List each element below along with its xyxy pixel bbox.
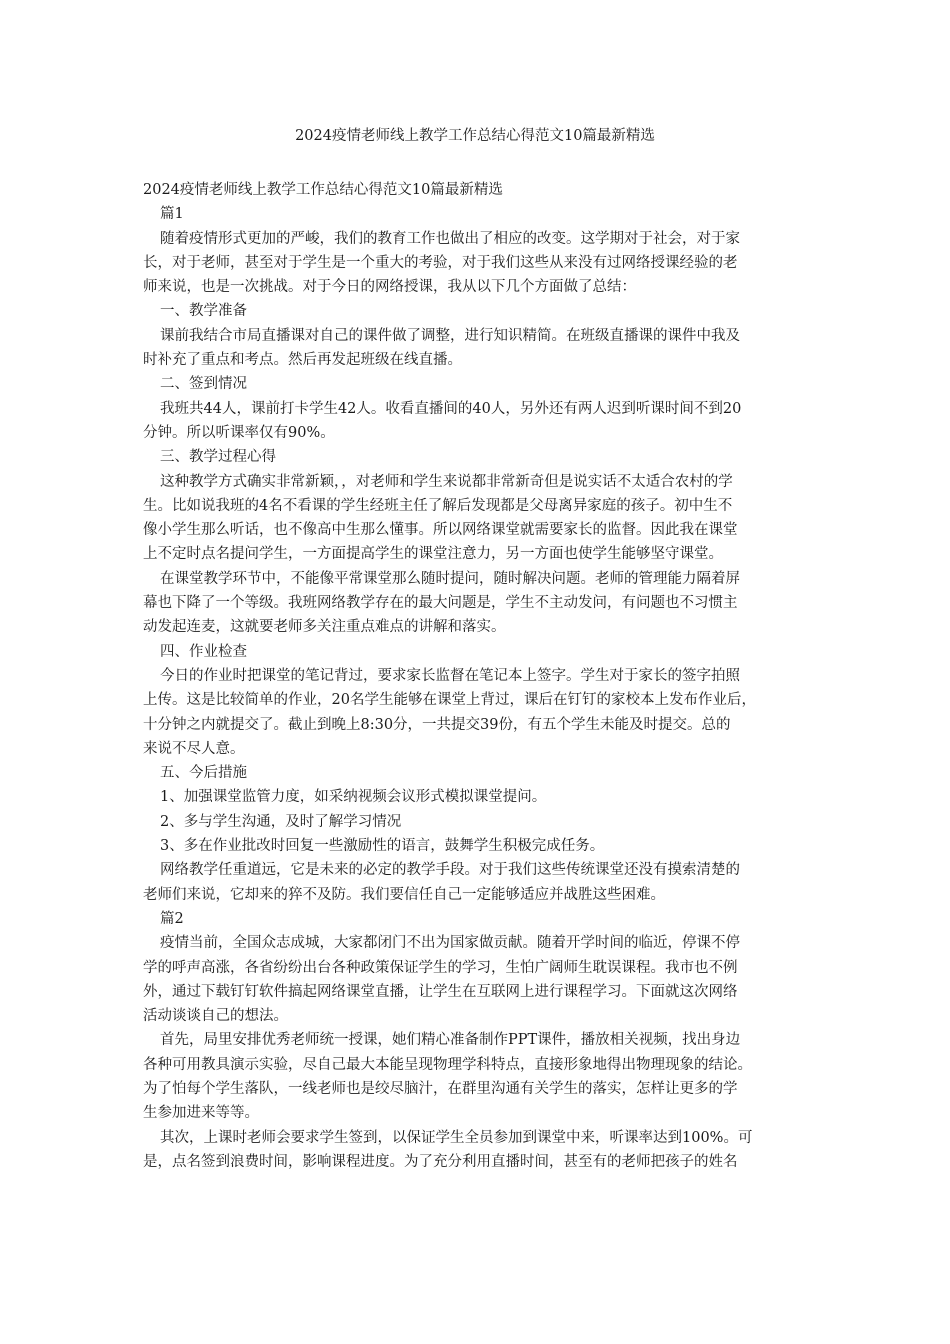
document-title: 2024疫情老师线上教学工作总结心得范文10篇最新精选 (295, 128, 655, 144)
text-line: 是，点名签到浪费时间，影响课程进度。为了充分利用直播时间，甚至有的老师把孩子的姓名 (143, 1153, 738, 1170)
text-line: 五、今后措施 (160, 765, 247, 782)
text-line: 动发起连麦，这就要老师多关注重点难点的讲解和落实。 (143, 619, 506, 636)
text-line: 幕也下降了一个等级。我班网络教学存在的最大问题是，学生不主动发问，有问题也不习惯主 (143, 595, 738, 612)
text-line: 一、教学准备 (160, 303, 247, 320)
text-line: 十分钟之内就提交了。截止到晚上8:30分，一共提交39份，有五个学生未能及时提交。总的 (143, 716, 731, 733)
text-line: 我班共44人，课前打卡学生42人。收看直播间的40人，另外还有两人迟到听课时间不到20 (160, 400, 742, 417)
text-line: 上传。这是比较简单的作业，20名学生能够在课堂上背过，课后在钉钉的家校本上发布作业后， (143, 692, 756, 709)
text-line: 为了怕每个学生落队，一线老师也是绞尽脑汁，在群里沟通有关学生的落实，怎样让更多的学 (143, 1080, 738, 1097)
text-line: 生参加进来等等。 (143, 1105, 259, 1122)
text-line: 二、签到情况 (160, 376, 247, 393)
text-line: 长，对于老师，甚至对于学生是一个重大的考验，对于我们这些从来没有过网络授课经验的老 (143, 254, 738, 271)
document-body (143, 178, 813, 1174)
text-line: 来说不尽人意。 (143, 740, 245, 757)
text-line: 随着疫情形式更加的严峻，我们的教育工作也做出了相应的改变。这学期对于社会，对于家 (160, 230, 740, 247)
text-line: 各种可用教具演示实验，尽自己最大本能呈现物理学科特点，直接形象地得出物理现象的结论。 (143, 1056, 752, 1073)
text-line: 首先，局里安排优秀老师统一授课，她们精心准备制作PPT课件，播放相关视频，找出身边 (160, 1032, 741, 1049)
text-line: 老师们来说，它却来的猝不及防。我们要信任自己一定能够适应并战胜这些困难。 (143, 886, 665, 903)
text-line: 活动谈谈自己的想法。 (143, 1008, 288, 1025)
text-line: 三、教学过程心得 (160, 449, 276, 466)
text-line: 分钟。所以听课率仅有90%。 (143, 424, 335, 441)
text-line: 学的呼声高涨，各省纷纷出台各种政策保证学生的学习，生怕广阔师生耽误课程。我市也不例 (143, 959, 738, 976)
text-line: 时补充了重点和考点。然后再发起班级在线直播。 (143, 352, 462, 369)
text-line: 这种教学方式确实非常新颖，，对老师和学生来说都非常新奇但是说实话不太适合农村的学 (160, 473, 733, 490)
text-line: 网络教学任重道远，它是未来的必定的教学手段。对于我们这些传统课堂还没有摸索清楚的 (160, 862, 740, 879)
text-line: 外，通过下载钉钉软件搞起网络课堂直播，让学生在互联网上进行课程学习。下面就这次网络 (143, 983, 738, 1000)
text-line: 疫情当前，全国众志成城，大家都闭门不出为国家做贡献。随着开学时间的临近，停课不停 (160, 935, 740, 952)
text-line: 四、作业检查 (160, 643, 247, 660)
text-line: 篇1 (160, 206, 184, 223)
text-line: 上不定时点名提问学生，一方面提高学生的课堂注意力，另一方面也使学生能够坚守课堂。 (143, 546, 723, 563)
text-line: 其次，上课时老师会要求学生签到，以保证学生全员参加到课堂中来，听课率达到100%。可 (160, 1129, 753, 1146)
text-line: 在课堂教学环节中，不能像平常课堂那么随时提问，随时解决问题。老师的管理能力隔着屏 (160, 570, 740, 587)
text-line: 3、多在作业批改时回复一些激励性的语言，鼓舞学生积极完成任务。 (160, 838, 605, 855)
text-line: 像小学生那么听话，也不像高中生那么懂事。所以网络课堂就需要家长的监督。因此我在课堂 (143, 522, 738, 539)
text-line: 生。比如说我班的4名不看课的学生经班主任了解后发现都是父母离异家庭的孩子。初中生不 (143, 497, 733, 514)
text-line: 篇2 (160, 910, 184, 927)
text-line: 今日的作业时把课堂的笔记背过，要求家长监督在笔记本上签字。学生对于家长的签字拍照 (160, 667, 740, 684)
text-line: 1、加强课堂监管力度，如采纳视频会议形式模拟课堂提问。 (160, 789, 547, 806)
text-line: 2024疫情老师线上教学工作总结心得范文10篇最新精选 (143, 182, 503, 198)
text-line: 师来说，也是一次挑战。对于今日的网络授课，我从以下几个方面做了总结： (143, 279, 636, 296)
text-line: 课前我结合市局直播课对自己的课件做了调整，进行知识精简。在班级直播课的课件中我及 (160, 327, 740, 344)
text-line: 2、多与学生沟通，及时了解学习情况 (160, 813, 402, 830)
